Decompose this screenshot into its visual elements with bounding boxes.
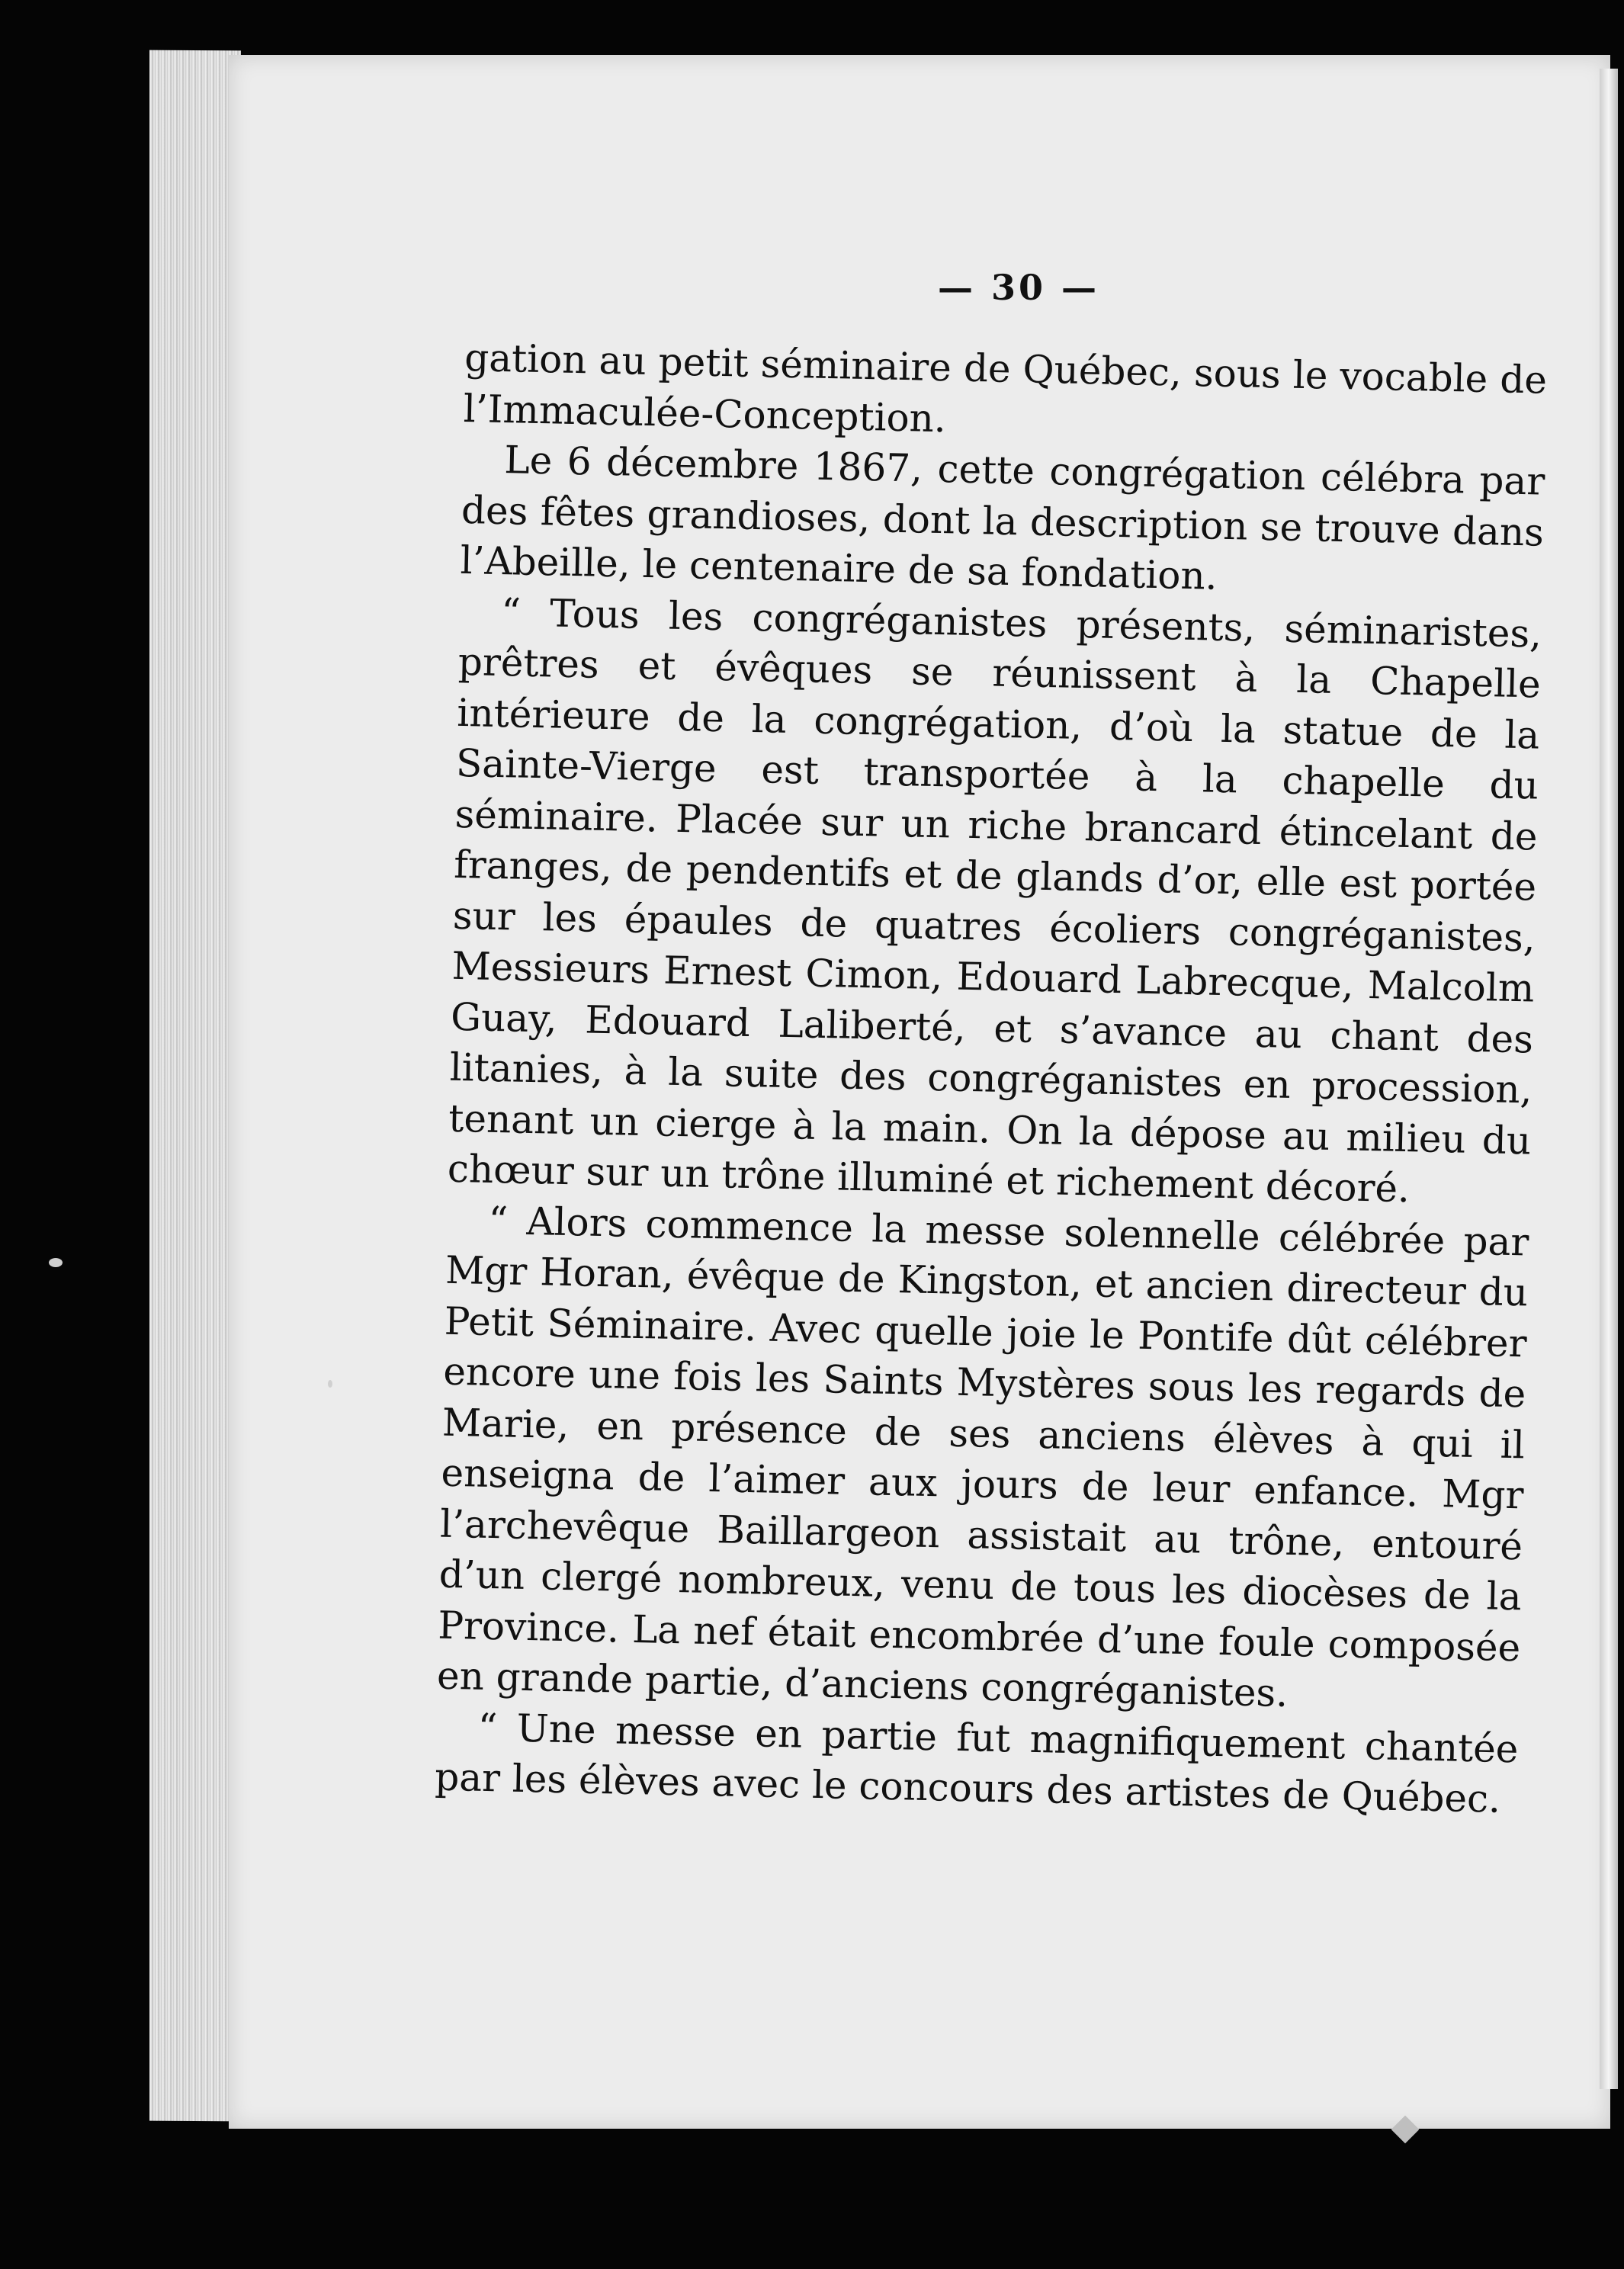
body-text bbox=[435, 259, 1549, 1825]
scan-speck bbox=[328, 1380, 332, 1388]
page-number: — 30 — bbox=[938, 267, 1100, 308]
paragraph: “ Une messe en partie fut magnifiquement chantée par les élèves avec le concours des artistes de Québec. bbox=[434, 1705, 1519, 1821]
paragraph: Le 6 décembre 1867, cette congrégation célébra par des fêtes grandioses, dont la description se trouve dans l’Abeille, le centenaire de sa fondation. bbox=[460, 438, 1545, 599]
page-right-edge bbox=[1600, 69, 1618, 2089]
page-edges bbox=[149, 50, 241, 2122]
paragraph: “ Tous les congréganistes présents, séminaristes, prêtres et évêques se réunissent à la Chapelle intérieure de la congrégation, d’où la statue de la Sainte-Vierge est transportée à la chapelle du séminaire. Placée sur un riche brancard étincelant de franges, de pendentifs et de glands d’or, elle est portée sur les épaules de quatres écoliers congréganistes, Messieurs Ernest Cimon, Edouard Labrecque, Malcolm Guay, Edouard Laliberté, et s’avance au chant des litanies, à la suite des congréganistes en procession, tenant un cierge à la main. On la dépose au milieu du chœur sur un trône illuminé et richement décoré. bbox=[447, 589, 1542, 1212]
scan-speck bbox=[49, 1258, 63, 1267]
paragraph: gation au petit séminaire de Québec, sous le vocable de l’Immaculée-Conception. bbox=[463, 335, 1548, 441]
paragraph: “ Alors commence la messe solennelle célébrée par Mgr Horan, évêque de Kingston, et ancien directeur du Petit Séminaire. Avec quelle joie le Pontife dût célébrer encore une fois les Saints Mystères sous les regards de Marie, en présence de ses anciens élèves à qui il enseigna de l’aimer aux jours de leur enfance. Mgr l’archevêque Baillargeon assistait au trône, entouré d’un clergé nombreux, venu de tous les diocèses de la Province. La nef était encombrée d’une foule composée en grande partie, d’anciens congréganistes. bbox=[436, 1198, 1529, 1715]
